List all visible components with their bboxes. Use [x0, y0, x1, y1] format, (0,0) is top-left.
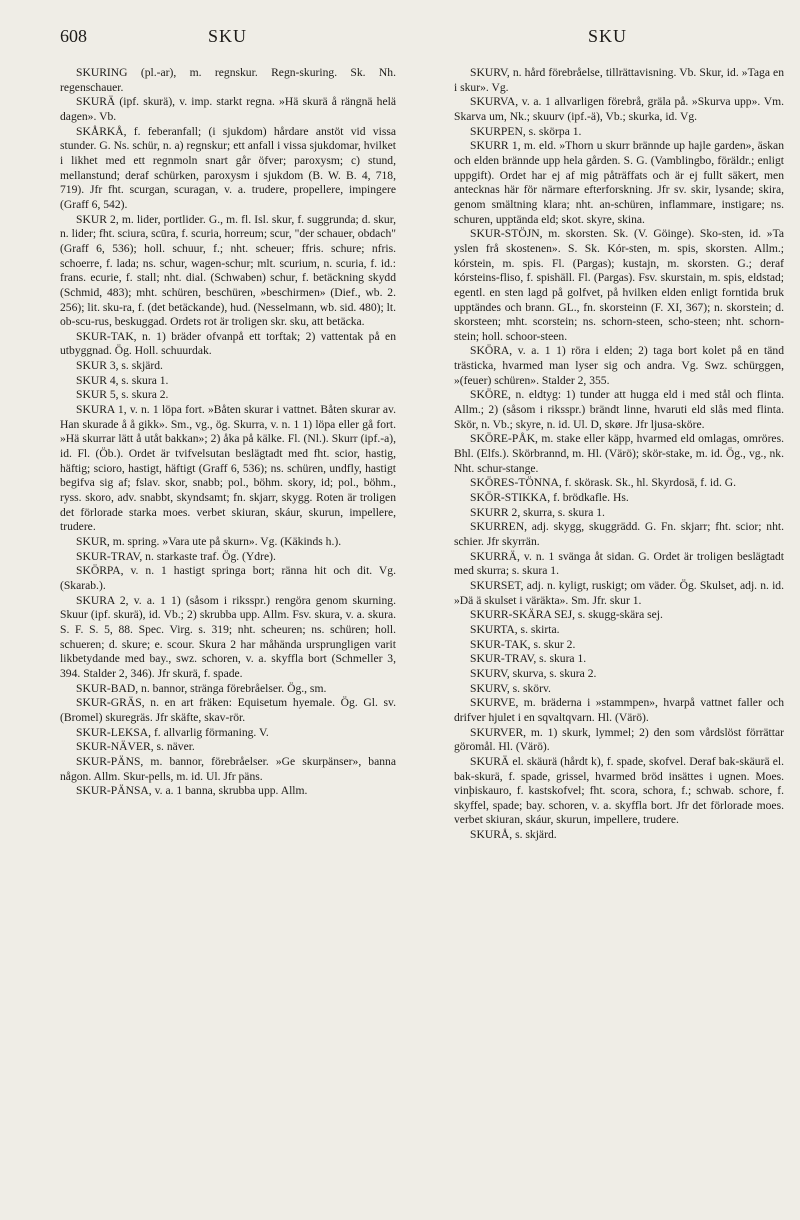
dictionary-entry: SKURA 2, v. a. 1 1) (såsom i riksspr.) rengöra genom skurning. Skuur (ipf. skurä), id. Vb.; 2) skrubba upp. Allm. Fsv. skura, v. a. skura. S. F. S. 5, 88. Spec. Virg. s. 319; nht. scheuren; ns. schüren; holl. schueren; d. skure; e. scour. Skura 2 har måhända ursprungligen varit likbetydande med bay., swz. schoren, v. a. skyffla bort (Schmeller 3, 394. Stalder 2, 346). Jfr skurä, f. spade. [60, 593, 396, 680]
page-number: 608 [60, 26, 87, 46]
dictionary-entry: SKUR-PÄNSA, v. a. 1 banna, skrubba upp. Allm. [76, 784, 308, 798]
dictionary-entry: SKUR-STÖJN, m. skorsten. Sk. (V. Göinge). Sko-sten, id. »Ta yslen frå skostenen». S. Sk. Kór-sten, m. spis, skorsten. Allm.; kórstein, m. spis. Fl. (Pargas); kustajn, m. skorsten. G.; deraf kórsteins-fliso, f. spishäll. Fl. (Pargas). Fsv. skurstain, m. spis, eldstad; egentl. en sten lagd på golfvet, på hvilken elden enligt forntida bruk upptändes och brann. GL., fn. skorsteinn (F. XI, 367); n. skorstein; d. skorsteen; mht. scorstein; ns. schorn-steen, scho-steen; nht. schorn-stein; holl. schoor-steen. [454, 227, 784, 343]
dictionary-entry: SKÖRA, v. a. 1 1) röra i elden; 2) taga bort kolet på en tänd trästicka, hvarmed man lyser sig och andra. Vg. Swz. schürggen, »(feuer) schüren». Stalder 2, 355. [454, 344, 784, 387]
dictionary-entry: SKURR 1, m. eld. »Thorn u skurr brännde up hajle garden», äskan och elden brännde upp hela gården. S. G. (Vamblingbo, föräldr.; enligt uppgift). Ordet har ej af mig påträffats och är ej fullt säkert, men antecknas här för närmare efterforskning. Jfr sv. skir, lysande; skira, genom smältning klara; nht. an-schüren, inflammare, instigare; ns. schuren, upptända eld; skot. skyre, skina. [454, 139, 784, 226]
dictionary-entry: SKURING (pl.-ar), m. regnskur. Regn-skuring. Sk. Nh. regenschauer. [60, 66, 396, 94]
dictionary-entry: SKUR, m. spring. »Vara ute på skurn». Vg. (Käkinds h.). [76, 535, 342, 548]
dictionary-entry: SKURV, s. skörv. [470, 681, 551, 695]
dictionary-entry: SKURÄ el. skäurä (hårdt k), f. spade, skofvel. Deraf bak-skäurä el. bak-skurä, f. spade, grissel, hvarmed bröd insättes i ugnen. Moes. vinþiskauro, f. kastskofvel; fht. scora, schora, f.; schwab. schore, f. skyffel, spade; bay. schoren, v. a. skyffla bort. Jfr det förlorade moes. verbet skiuran, skáur, skurun, impellere, trudere. [454, 754, 784, 827]
dictionary-entry: SKURR 2, skurra, s. skura 1. [470, 505, 605, 519]
dictionary-entry: SKÅRKÅ, f. feberanfall; (i sjukdom) hårdare anstöt vid vissa stunder. G. Ns. schür, n. a) regnskur; ett anfall i vissa sjukdomar, hvilket i likhet med ett regnmoln snart går öfver; paroxysm; c) stund, mellanstund; deraf schürken, paroxysm i sjukdom (B. W. B. 4, 718, 719). Jfr fht. scurgan, scuragan, v. a. trudere, propellere, impingere (Graff 6, 542). [60, 124, 396, 211]
dictionary-entry: SKUR-TRAV, n. starkaste traf. Ög. (Ydre). [76, 549, 276, 563]
dictionary-entry: SKURV, skurva, s. skura 2. [470, 666, 597, 680]
dictionary-entry: SKURA 1, v. n. 1 löpa fort. »Båten skurar i vattnet. Båten skurar av. Han skurade å å gikk». Sm., vg., ög. Skurra, v. n. 1 1) löpa eller gå fort. »Hä skurrar lätt å utåt bakkan»; 2) åka på kälke. Fl. (Nl.). Skurr (ipf.-a), id. Fl. (Öb.). Ordet är tvifvelsutan beslägtadt med fht. scior, hastig, häftig; scioro, hastigt, häftigt (Graff 6, 536); ns. schüren, undfly, hastigt begifva sig af; fslav. skor, snabb; pol., böhm. skory, id; pol., böhm., ryss. skoro, adv. snabbt, skyndsamt; fn. skjarr, skygg. Roten är troligen det förlorade starka moes. verbet skiuran, skáur, skurun, impellere, trudere. [60, 403, 396, 534]
dictionary-entry: SKUR 4, s. skura 1. [76, 373, 169, 387]
dictionary-entry: SKÖRE, n. eldtyg: 1) tunder att hugga eld i med stål och flinta. Allm.; 2) (såsom i riksspr.) brändt linne, hvaruti eld slås med flinta. Skör, n. Vb.; skyre, n. id. Ul. D, skøre. Jfr ljusa-sköre. [454, 388, 784, 431]
dictionary-entry: SKURÅ, s. skjärd. [470, 828, 557, 842]
dictionary-entry: SKÖRPA, v. n. 1 hastigt springa bort; ränna hit och dit. Vg. (Skarab.). [60, 564, 396, 592]
dictionary-entry: SKUR-TRAV, s. skura 1. [470, 652, 587, 666]
dictionary-entry: SKUR-TAK, s. skur 2. [470, 637, 576, 651]
dictionary-entry: SKUR-BAD, n. bannor, stränga förebråelser. Ög., sm. [76, 681, 327, 695]
dictionary-entry: SKURSET, adj. n. kyligt, ruskigt; om väder. Ög. Skulset, adj. n. id. »Dä ä skulset i väräkta». Sm. Jfr. skur 1. [454, 578, 784, 607]
dictionary-entry: SKÖRE-PÅK, m. stake eller käpp, hvarmed eld omlagas, omröres. Bhl. (Elfs.). Skörbrannd, m. Hl. (Värö); skör-stake, m. id. Ög., vg., nk. Nht. schur-stange. [454, 432, 784, 475]
dictionary-entry: SKURRÄ, v. n. 1 svänga åt sidan. G. Ordet är troligen beslägtadt med skurra; s. skura 1. [454, 549, 784, 578]
dictionary-entry: SKUR 2, m. lider, portlider. G., m. fl. Isl. skur, f. suggrunda; d. skur, n. lider; fht. sciura, scūra, f. scuria, horreum; scur, "der schauer, obdach" (Graff 6, 536); holl. schuur, f.; nht. scheuer; ffris. schure; nfris. schoerre, f. lada; ns. schur, wagen-schur; mlt. scurium, n. scuria, f. id.: frans. ecurie, f. stall; nht. dial. (Schwaben) schur, f. betäckning skydd (Schmid, 483); mht. schüren, beschüren, »beschirmen» (Dief., wb. 2. 256); lit. sku-ra, f. (det betäckande), hud. (Nesselmann, wb. sid. 480); lt. ob-scu-rus, beskuggad. Ordets rot är troligen skr. sku, att betäcka. [60, 212, 396, 329]
dictionary-entry: SKURREN, adj. skygg, skuggrädd. G. Fn. skjarr; fht. scior; nht. schier. Jfr skyrrän. [454, 520, 784, 548]
dictionary-entry: SKÖRES-TÖNNA, f. skörask. Sk., hl. Skyrdosä, f. id. G. [470, 476, 737, 490]
dictionary-entry: SKUR-PÄNS, m. bannor, förebråelser. »Ge skurpänser», banna någon. Allm. Skur-pells, m. id. Ul. Jfr päns. [60, 754, 396, 783]
dictionary-entry: SKURV, n. hård förebråelse, tillrättavisning. Vb. Skur, id. »Taga en i skur». Vg. [454, 66, 784, 94]
dictionary-entry: SKURR-SKÄRA SEJ, s. skugg-skära sej. [470, 608, 663, 622]
dictionary-entry: SKURTA, s. skirta. [470, 622, 560, 636]
dictionary-entry: SKURVA, v. a. 1 allvarligen förebrå, gräla på. »Skurva upp». Vm. Skarva um, Nk.; skuurv (ipf.-ä), Vb.; skurka, id. Vg. [454, 95, 784, 123]
running-headword-right: SKU [588, 26, 628, 46]
running-headword-left: SKU [208, 26, 248, 46]
dictionary-entry: SKUR 5, s. skura 2. [76, 388, 169, 402]
dictionary-entry: SKURVER, m. 1) skurk, lymmel; 2) den som vårdslöst förrättar göromål. Hl. (Värö). [454, 725, 784, 754]
dictionary-entry: SKURÄ (ipf. skurä), v. imp. starkt regna. »Hä skurä å rängnä helä dagen». Vb. [60, 95, 396, 123]
dictionary-entry: SKUR-LEKSA, f. allvarlig förmaning. V. [76, 725, 269, 739]
right-column [454, 66, 784, 843]
dictionary-entry: SKUR-GRÄS, n. en art fräken: Equisetum hyemale. Ög. Gl. sv. (Bromel) skuregräs. Jfr skäfte, skav-rör. [60, 696, 396, 724]
dictionary-entry: SKURPEN, s. skörpa 1. [470, 124, 582, 138]
dictionary-entry: SKUR-TAK, n. 1) bräder ofvanpå ett torftak; 2) vattentak på en utbyggnad. Ög. Holl. schuurdak. [60, 329, 396, 358]
dictionary-entry: SKUR 3, s. skjärd. [76, 359, 163, 373]
dictionary-entry: SKURVE, m. bräderna i »stammpen», hvarpå vattnet faller och drifver hjulet i en sqvaltqvarn. Hl. (Värö). [454, 696, 784, 724]
dictionary-entry: SKÖR-STIKKA, f. brödkafle. Hs. [470, 491, 629, 505]
left-column [60, 66, 396, 799]
dictionary-entry: SKUR-NÄVER, s. näver. [76, 740, 195, 754]
